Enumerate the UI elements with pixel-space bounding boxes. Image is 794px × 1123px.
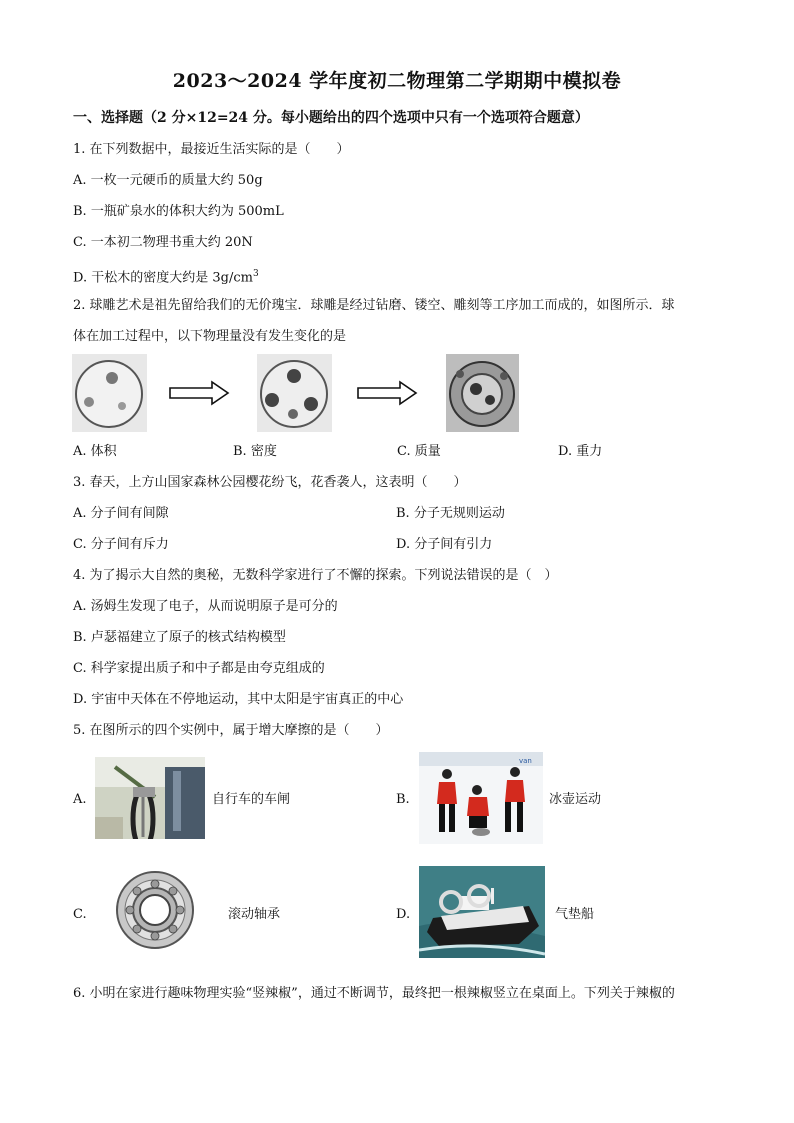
q5-option-a-letter: A. (73, 792, 87, 807)
q5-option-c-label: 滚动轴承 (228, 907, 281, 922)
q5-option-c-letter: C. (73, 907, 87, 922)
q2-option-d: D. 重力 (558, 444, 603, 459)
q5-option-a-label: 自行车的车闸 (212, 792, 291, 807)
q5-option-b-label: 冰壶运动 (549, 792, 602, 807)
q1-option-c: C. 一本初二物理书重大约 20N (73, 235, 253, 250)
q2-stem-line1: 2. 球雕艺术是祖先留给我们的无价瑰宝．球雕是经过钻磨、镂空、雕刻等工序加工而成的，如图所示．球 (73, 298, 675, 313)
q1-option-d: D. 干松木的密度大约是 $3g/cm^3$ (73, 269, 259, 286)
ball-bearing-image (113, 868, 197, 952)
arrow-right-icon (168, 380, 230, 406)
q2-option-b: B. 密度 (233, 444, 277, 459)
q5-option-b-letter: B. (396, 792, 410, 807)
q2-option-c: C. 质量 (397, 444, 441, 459)
section-heading: 一、选择题（2 分×12=24 分。每小题给出的四个选项中只有一个选项符合题意） (73, 110, 589, 126)
carved-ball-image-2 (257, 354, 332, 432)
q1-option-a: A. 一枚一元硬币的质量大约 50g (73, 173, 263, 188)
q2-option-a: A. 体积 (73, 444, 117, 459)
q2-stem-line2: 体在加工过程中，以下物理量没有发生变化的是 (73, 329, 347, 344)
hovercraft-photo (419, 866, 545, 958)
q5-option-d-label: 气垫船 (555, 907, 595, 922)
carved-ball-image-3 (446, 354, 519, 432)
curling-photo (419, 752, 543, 844)
q1-stem: 1. 在下列数据中，最接近生活实际的是（ ） (73, 142, 350, 157)
carved-ball-image-1 (72, 354, 147, 432)
q3-option-b: B. 分子无规则运动 (396, 506, 505, 521)
arrow-right-icon (356, 380, 418, 406)
q4-option-b: B. 卢瑟福建立了原子的核式结构模型 (73, 630, 286, 645)
q1-option-b: B. 一瓶矿泉水的体积大约为 500mL (73, 204, 284, 219)
page-title: 2023～2024 学年度初二物理第二学期期中模拟卷 (172, 70, 622, 92)
svg-text:van: van (519, 757, 532, 765)
q5-stem: 5. 在图所示的四个实例中，属于增大摩擦的是（ ） (73, 723, 389, 738)
q4-option-c: C. 科学家提出质子和中子都是由夸克组成的 (73, 661, 325, 676)
q4-option-a: A. 汤姆生发现了电子，从而说明原子是可分的 (73, 599, 338, 614)
bicycle-brake-photo (95, 757, 205, 839)
q3-option-d: D. 分子间有引力 (396, 537, 493, 552)
q3-option-c: C. 分子间有斥力 (73, 537, 169, 552)
q6-stem: 6. 小明在家进行趣味物理实验“竖辣椒”，通过不断调节，最终把一根辣椒竖立在桌面上。下列关于辣椒的 (73, 986, 675, 1001)
q5-option-d-letter: D. (396, 907, 411, 922)
q4-option-d: D. 宇宙中天体在不停地运动，其中太阳是宇宙真正的中心 (73, 692, 404, 707)
q3-option-a: A. 分子间有间隙 (73, 506, 169, 521)
q3-stem: 3. 春天，上方山国家森林公园樱花纷飞，花香袭人，这表明（ ） (73, 475, 467, 490)
q4-stem: 4. 为了揭示大自然的奥秘，无数科学家进行了不懈的探索。下列说法错误的是（ ） (73, 568, 558, 583)
